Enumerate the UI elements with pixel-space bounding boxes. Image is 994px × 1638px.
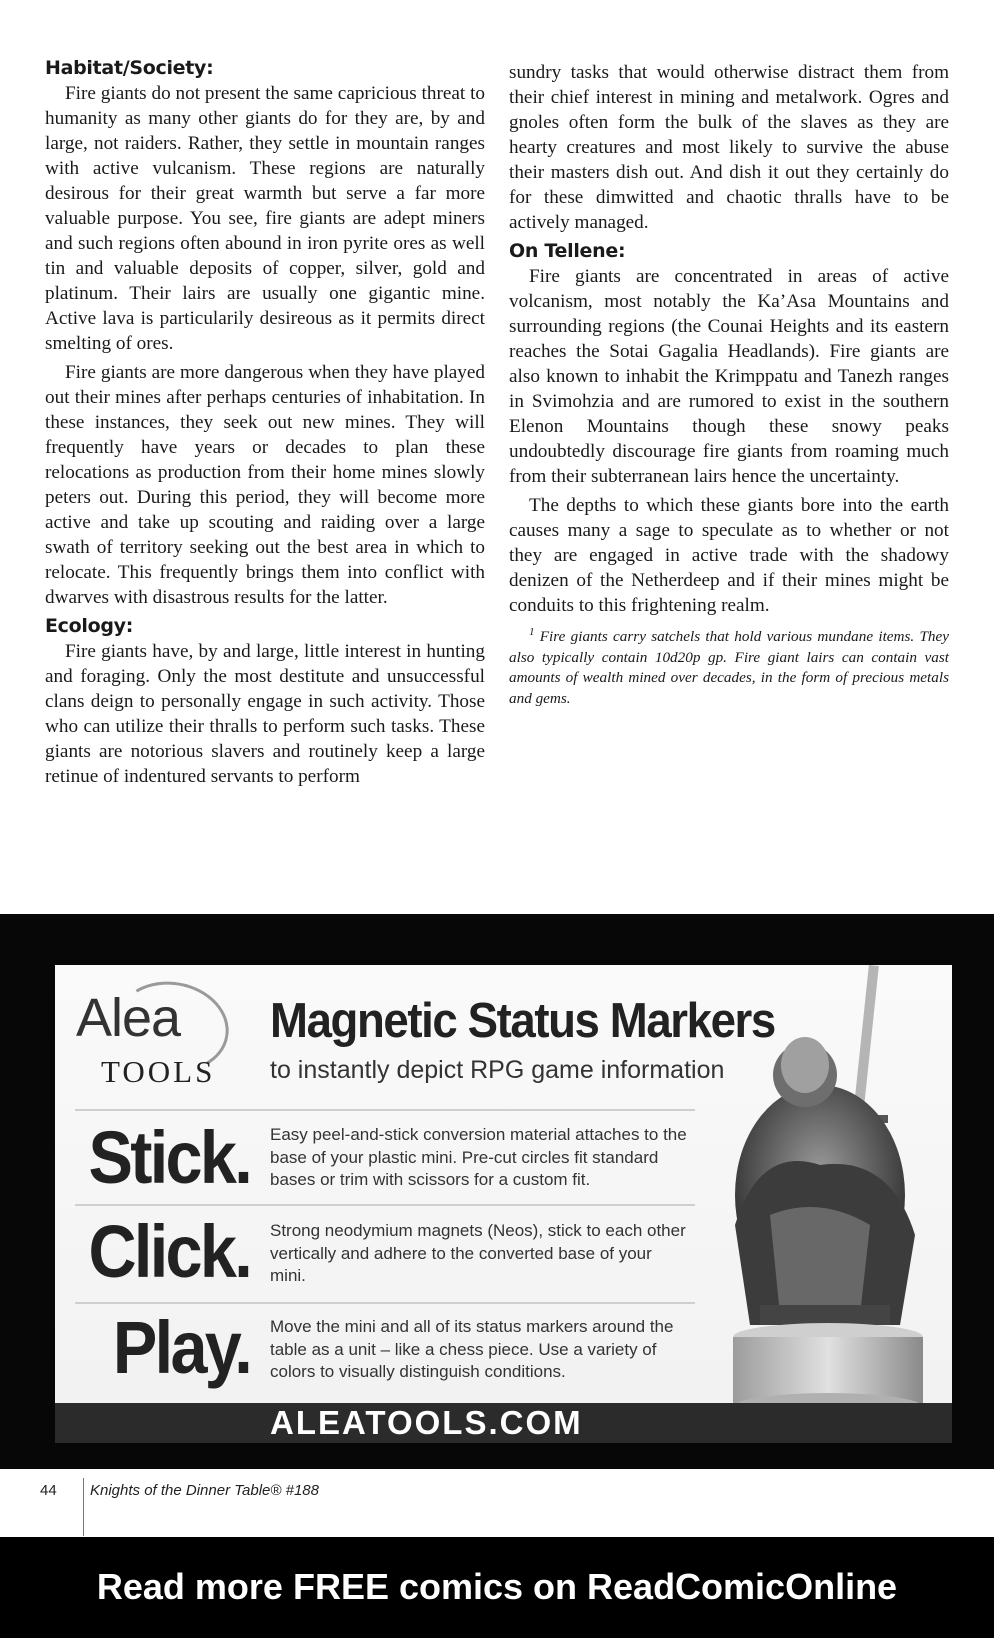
logo-tools: TOOLS [101,1054,216,1089]
play-description: Move the mini and all of its status markers around the table as a unit – like a chess piece. Use a variety of colors to visually distinguish conditions. [270,1317,674,1381]
habitat-heading: Habitat/Society: [45,57,214,79]
play-word: Play. [112,1306,250,1389]
magazine-title: Knights of the Dinner Table® #188 [90,1482,319,1499]
click-description: Strong neodymium magnets (Neos), stick to each other vertically and adhere to the converted base of your mini. [270,1221,686,1285]
ad-divider [75,1204,695,1206]
stick-description: Easy peel-and-stick conversion material attaches to the base of your plastic mini. Pre-cut circles fit standard bases or trim with scissors for a custom fit. [270,1125,687,1189]
article-left-column [45,56,485,793]
tellene-paragraph-1: Fire giants are concentrated in areas of active volcanism, most notably the Ka’Asa Mountains and surrounding regions (the Counai Heights and its eastern reaches the Sotai Gagalia Headlands). Fire giants are also known to inhabit the Krimppatu and Tanezh ranges in Svimohzia and are rumored to exist in the southern Elenon Mountains though these snowy peaks undoubtedly discourage fire giants from roaming much from their subterranean lairs hence the uncertainty. [509,266,949,487]
tellene-heading: On Tellene: [509,240,626,262]
footnote-text: Fire giants carry satchels that hold various mundane items. They also typically contain 10d20p gp. Fire giant lairs can contain vast amounts of wealth mined over decades, in the form of precious metals and gems. [509,628,949,707]
ad-divider [75,1302,695,1304]
footnote [509,622,949,709]
ad-divider [75,1109,695,1111]
logo-alea: Alea [76,988,181,1048]
footnote-mark: 1 [529,626,535,638]
ad-title: Magnetic Status Markers [270,994,775,1048]
ad-subtitle: to instantly depict RPG game information [270,1056,725,1084]
ecology-heading: Ecology: [45,615,134,637]
article-right-column [509,60,949,713]
page-number: 44 [40,1482,57,1499]
click-word: Click. [88,1210,250,1293]
stick-word: Stick. [88,1116,250,1199]
footer-divider [83,1478,84,1536]
ecology-paragraph-1: Fire giants have, by and large, little interest in hunting and foraging. Only the most destitute and unsuccessful clans deign to personally engage in such activity. Those who can utilize their thralls to perform such tasks. These giants are notorious slavers and routinely keep a large retinue of indentured servants to perform [45,641,485,787]
ad-url: ALEATOOLS.COM [270,1404,583,1441]
ecology-paragraph-continued: sundry tasks that would otherwise distract them from their chief interest in mining and metalwork. Ogres and gnoles often form the bulk of the slaves as they are hearty creatures and most likely to survive the abuse their masters dish out. And dish it out they certainly do for these dimwitted and chaotic thralls have to be actively managed. [509,62,949,233]
promo-banner-link[interactable]: Read more FREE comics on ReadComicOnline [96,1566,898,1607]
tellene-paragraph-2: The depths to which these giants bore into the earth causes many a sage to speculate as to whether or not they are engaged in active trade with the shadowy denizen of the Netherdeep and if their mines might be conduits to this frightening realm. [509,495,949,616]
habitat-paragraph-1: Fire giants do not present the same capricious threat to humanity as many other giants do for they are, by and large, not raiders. Rather, they settle in mountain ranges with active vulcanism. These regions are naturally desirous for their great warmth but serve a far more valuable purpose. You see, fire giants are adept miners and such regions often abound in iron pyrite ores as well tin and valuable deposits of copper, silver, gold and platinum. Their lairs are usually one gigantic mine. Active lava is particularily desireous as it permits direct smelting of ores. [45,83,485,354]
habitat-paragraph-2: Fire giants are more dangerous when they have played out their mines after perhaps centuries of inhabitation. In these instances, they seek out new mines. They will frequently have years or decades to plan these relocations as production from their home mines slowly peters out. During this period, they will become more active and take up scouting and raiding over a large swath of territory seeking out the best area in which to relocate. This frequently brings them into conflict with dwarves with disastrous results for the latter. [45,362,485,608]
miniature-figure-illustration [700,965,952,1443]
